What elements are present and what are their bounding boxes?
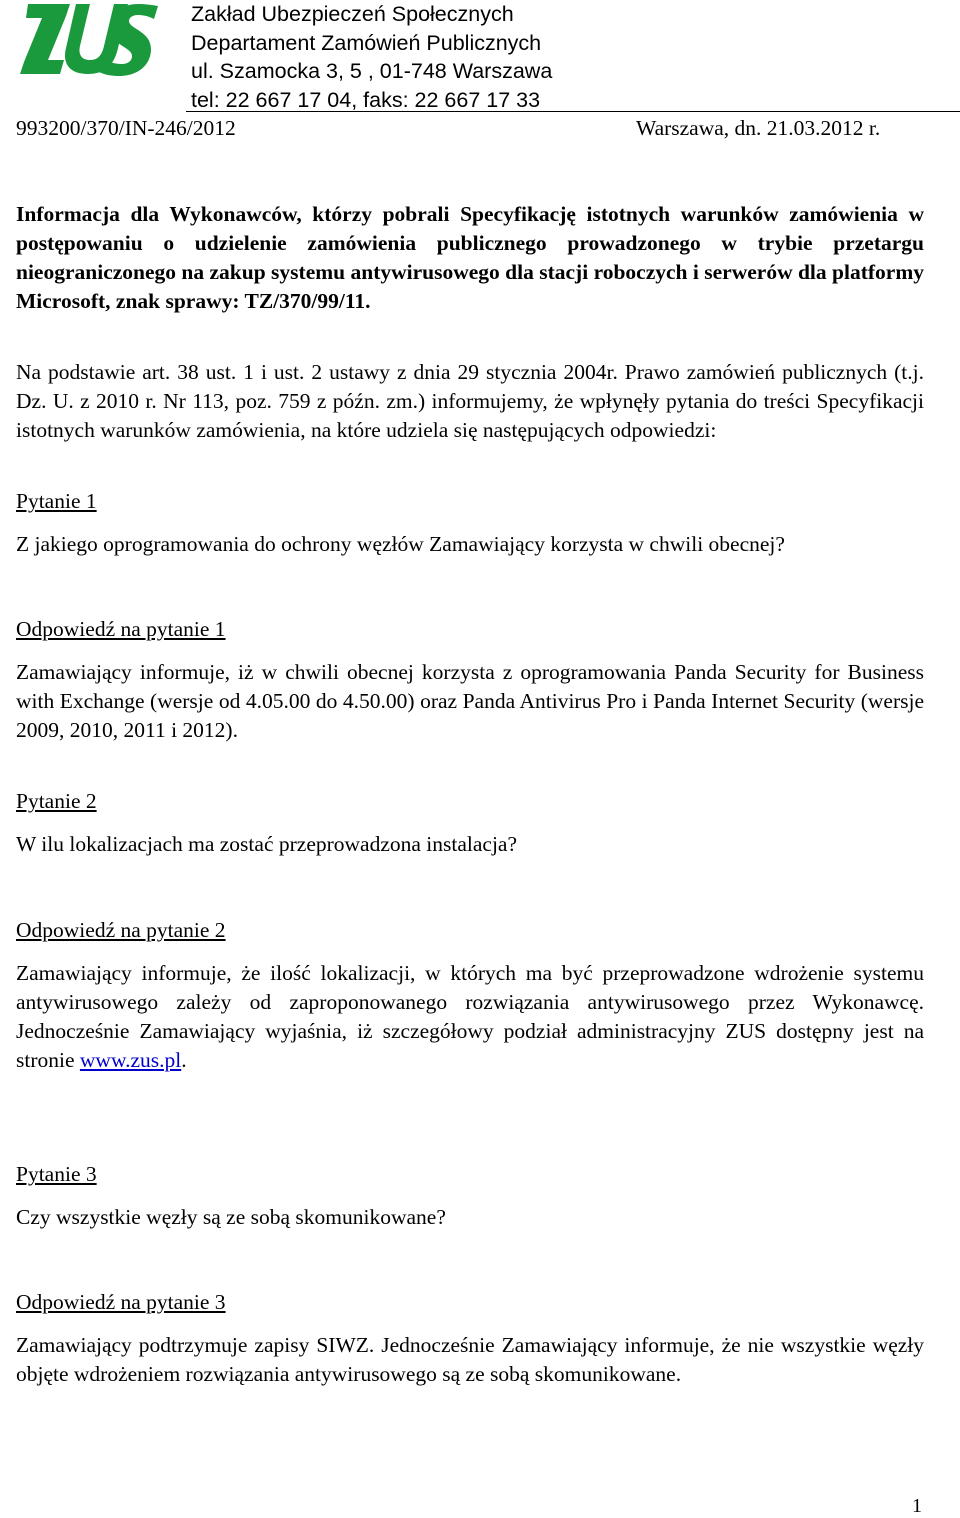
question-1-text: Z jakiego oprogramowania do ochrony węzłów Zamawiający korzysta w chwili obecnej?	[16, 532, 785, 556]
zus-logo	[20, 2, 160, 78]
answer-2-text-end: .	[181, 1048, 187, 1072]
answer-2-text-main: Zamawiający informuje, że ilość lokalizacji, w których ma być przeprowadzone wdrożenie systemu antywirusowego zależy od zaproponowanego rozwiązania antywirusowego przez Wykonawcę. Jednocześnie Zamawiający wyjaśnia, iż szczegółowy podział administracyjny ZUS dostępny jest na stronie	[16, 961, 924, 1072]
document-title: Informacja dla Wykonawców, którzy pobrali Specyfikację istotnych warunków zamówienia w postępowaniu o udzielenie zamówienia publicznego prowadzonego w trybie przetargu nieograniczonego na zakup systemu antywirusowego dla stacji roboczych i serwerów dla platformy Microsoft, znak sprawy: TZ/370/99/11.	[16, 202, 924, 313]
org-name: Zakład Ubezpieczeń Społecznych	[191, 2, 514, 26]
header-divider	[186, 111, 960, 112]
org-street: ul. Szamocka 3, 5 , 01-748 Warszawa	[191, 59, 553, 83]
document-body	[16, 200, 924, 1389]
answer-1-text: Zamawiający informuje, iż w chwili obecnej korzysta z oprogramowania Panda Security for Business with Exchange (wersje od 4.05.00 do 4.50.00) oraz Panda Antivirus Pro i Panda Internet Security (wersje 2009, 2010, 2011 i 2012).	[16, 660, 924, 742]
question-3-heading: Pytanie 3	[16, 1162, 97, 1186]
reference-number: 993200/370/IN-246/2012	[16, 116, 236, 140]
answer-2-heading: Odpowiedź na pytanie 2	[16, 918, 226, 942]
question-1-heading: Pytanie 1	[16, 489, 97, 513]
answer-3-text: Zamawiający podtrzymuje zapisy SIWZ. Jednocześnie Zamawiający informuje, że nie wszystkie węzły objęte wdrożeniem rozwiązania antywirusowego są ze sobą skomunikowane.	[16, 1333, 924, 1386]
question-3-text: Czy wszystkie węzły są ze sobą skomunikowane?	[16, 1205, 446, 1229]
question-2-text: W ilu lokalizacjach ma zostać przeprowadzona instalacja?	[16, 832, 518, 856]
intro-paragraph: Na podstawie art. 38 ust. 1 i ust. 2 ustawy z dnia 29 stycznia 2004r. Prawo zamówień publicznych (t.j. Dz. U. z 2010 r. Nr 113, poz. 759 z późn. zm.) informujemy, że wpłynęły pytania do treści Specyfikacji istotnych warunków zamówienia, na które udziela się następujących odpowiedzi:	[16, 360, 924, 442]
question-2-heading: Pytanie 2	[16, 789, 97, 813]
answer-1-heading: Odpowiedź na pytanie 1	[16, 617, 226, 641]
document-date: Warszawa, dn. 21.03.2012 r.	[636, 116, 881, 140]
zus-website-link[interactable]: www.zus.pl	[79, 1048, 182, 1072]
answer-2-text	[16, 959, 924, 1075]
organization-address	[191, 0, 552, 114]
answer-3-heading: Odpowiedź na pytanie 3	[16, 1290, 226, 1314]
org-department: Departament Zamówień Publicznych	[191, 30, 542, 55]
page-number: 1	[912, 1495, 922, 1517]
org-phone-fax: tel: 22 667 17 04, faks: 22 667 17 33	[191, 87, 541, 112]
